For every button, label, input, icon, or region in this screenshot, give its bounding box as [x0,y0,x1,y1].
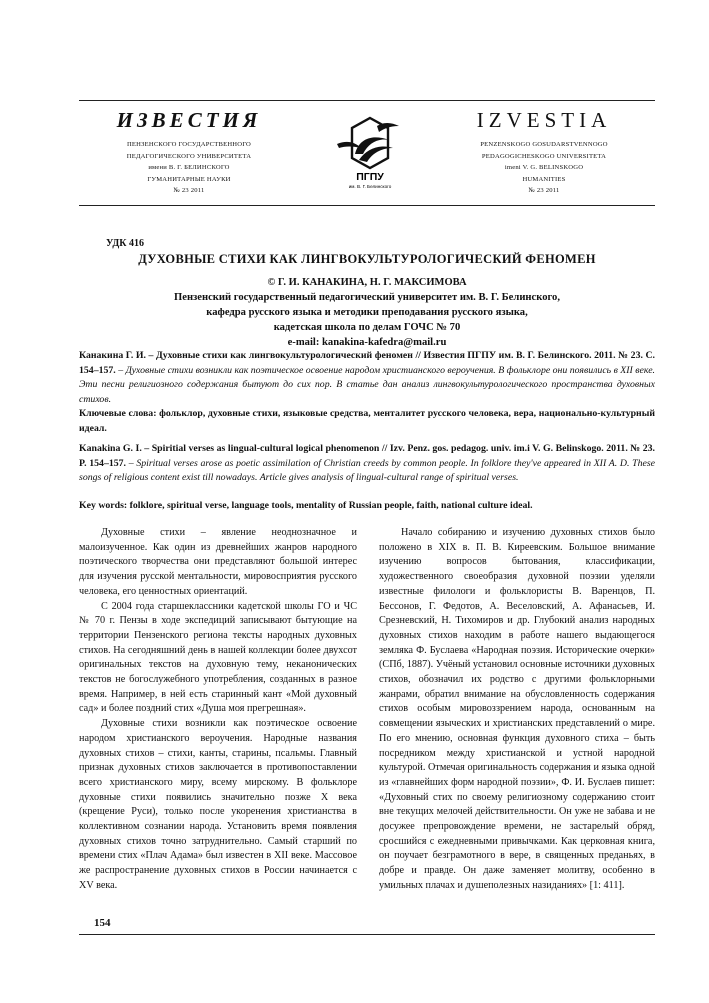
keywords-ru [79,407,655,436]
affiliation-line-1: Пензенский государственный педагогический университет им. В. Г. Белинского, [174,292,560,303]
header-bottom-rule [79,205,655,206]
body-column-right [379,526,655,894]
abstract-ru [79,349,655,407]
article-title: ДУХОВНЫЕ СТИХИ КАК ЛИНГВОКУЛЬТУРОЛОГИЧЕСКИЙ ФЕНОМЕН [138,252,596,266]
udk-code: УДК 416 [106,238,144,249]
header-line-ru-4: ГУМАНИТАРНЫЕ НАУКИ [147,175,231,183]
body-paragraph: С 2004 года старшеклассники кадетской школы ГО и ЧС № 70 г. Пензы в ходе экспедиций записывают бытующие на территории Пензенского региона тексты народных духовных стихов. На сегодняшний день в нашей коллекции более двухсот оригинальных текстов на духовную тему, неканонических текстов не богослужебного употребления, созданных в разное время. Например, в ней есть старинный кант «Мой духовный сад» и более поздний стих «Душа моя прегрешная». [79,600,357,715]
page-number: 154 [94,917,111,929]
university-logo [333,114,407,190]
keywords-ru-text: Ключевые слова: фольклор, духовные стихи, языковые средства, менталитет русского человека, вера, национально-культурный идеал. [79,408,655,434]
header-issue-en: № 23 2011 [528,187,560,194]
logo-text: ПГПУ [356,171,384,183]
abstract-ru-reference: Канакина Г. И. – Духовные стихи как лингвокультурологический феномен // Известия ПГПУ им. В. Г. Белинского. 2011. № 23. С. 154–157. [79,350,655,376]
footer-rule [79,934,655,935]
abstract-en-text: – Spiritual verses arose as poetic assimilation of Christian creeds by common people. In folklore they've appeared in XII A. D. These songs of religious content exist till nowadays. Article gives analysis of lingual-cultural range of spiritual verses. [79,457,655,483]
abstract-en-reference: Kanakina G. I. – Spiritial verses as lingual-cultural logical phenomenon // Izv. Penz. gos. pedagog. univ. im.i V. G. Belinskogo. 2011. № 23. P. 154–157. [79,443,655,469]
header-top-rule [79,100,655,101]
header-issue-ru: № 23 2011 [173,187,205,194]
affiliation-line-3: кадетская школа по делам ГОЧС № 70 [273,322,461,333]
journal-header-en [433,108,655,197]
header-line-ru-3: имени В. Г. БЕЛИНСКОГО [148,164,230,171]
header-line-ru-1: ПЕНЗЕНСКОГО ГОСУДАРСТВЕННОГО [126,141,252,148]
body-column-left [79,526,357,894]
journal-title-ru: ИЗВЕСТИЯ [116,108,262,132]
header-line-en-3: imeni V. G. BELINSKOGO [504,164,584,171]
abstract-en [79,442,655,486]
header-line-en-2: PEDAGOGICHESKOGO UNIVERSITETA [481,152,607,160]
logo-subtext: им. В. Г. Белинского [348,184,392,189]
header-line-en-1: PENZENSKOGO GOSUDARSTVENNOGO [480,141,608,148]
abstract-ru-text: – Духовные стихи возникли как поэтическое освоение народом христианского вероучения. В фольклоре они появились в XII веке. Эти песни религиозного содержания бытуют до сих пор. В статье дан анализ лингвокультурологического пространства духовных стихов. [79,364,655,405]
affiliation-line-2: кафедра русского языка и методики преподавания русского языка, [206,307,528,318]
body-paragraph: Духовные стихи возникли как поэтическое освоение народом христианского вероучения. Народные названия духовных стихов – стихи, канты, старины, псальмы. Главный признак духовных стихов заключается в противопоставлении всего христианского миру, всему мирскому. В фольклоре духовные стихи появились значительно позже Х века (крещение Руси), только после укоренения христианства в коллективном сознании народа. Установить время появления духовных стихов точно затруднительно. Самый старший по времени стих «Плач Адама» был известен в XII веке. Массовое же распространение духовных стихов в России начинается с XV века. [79,718,357,891]
journal-title-en: IZVESTIA [476,108,612,132]
journal-header-ru [79,108,299,197]
body-paragraph: Духовные стихи – явление неоднозначное и малоизученное. Как один из древнейших жанров народного поэтического творчества они представляют большой интерес для изучения русской ментальности, мировосприятия русского человека, его ценностных ориентаций. [79,527,357,597]
affiliation [79,290,655,350]
affiliation-email: e-mail: kanakina-kafedra@mail.ru [287,337,447,348]
article-authors: © Г. И. КАНАКИНА, Н. Г. МАКСИМОВА [267,277,467,288]
body-paragraph: Начало собиранию и изучению духовных стихов было положено в XIX в. П. В. Киреевским. Большое внимание изучению вопросов бытования, классификации, художественного своеобразия духовной поэзии уделяли известные филологи и фольклористы В. Варенцов, П. Бессонов, Г. Федотов, А. Веселовский, А. Афанасьев, И. Срезневский, Н. Тихомиров и др. Глубокий анализ народных духовных стихов находим в работе нашего выдающегося земляка Ф. Буслаева «Народная поэзия. Исторические очерки» (СПб, 1887). Учёный установил основные источники духовных стихов, обозначил их родство с другими фольклорными жанрами, обратил внимание на обусловленность содержания стихов особым мировоззрением народа, основанным на совмещении языческих и христианских представлений о мире. По его мнению, основная функция духовного стиха – быть посредником между христианской и устной народной культурой. Отмечая оригинальность содержания и языка одной из «главнейших форм народной поэзии», Ф. И. Буслаев пишет: «Духовный стих по своему религиозному содержанию стоит вне текущих мелочей действительности. Он уже не забава и не досужее препровождение времени, не застарелый обряд, сросшийся с ежедневными привычками. Как церковная книга, он поучает безграмотного в вере, в священных преданьях, в добре и правде. Он даже заменяет молитву, особенно в умильных плачах и душеполезных назиданиях» [1: 411]. [379,527,655,891]
header-line-ru-2: ПЕДАГОГИЧЕСКОГО УНИВЕРСИТЕТА [126,152,252,160]
keywords-en-text: Key words: folklore, spiritual verse, language tools, mentality of Russian people, faith, national culture ideal. [79,500,533,511]
header-line-en-4: HUMANITIES [522,175,566,183]
keywords-en [79,499,655,514]
